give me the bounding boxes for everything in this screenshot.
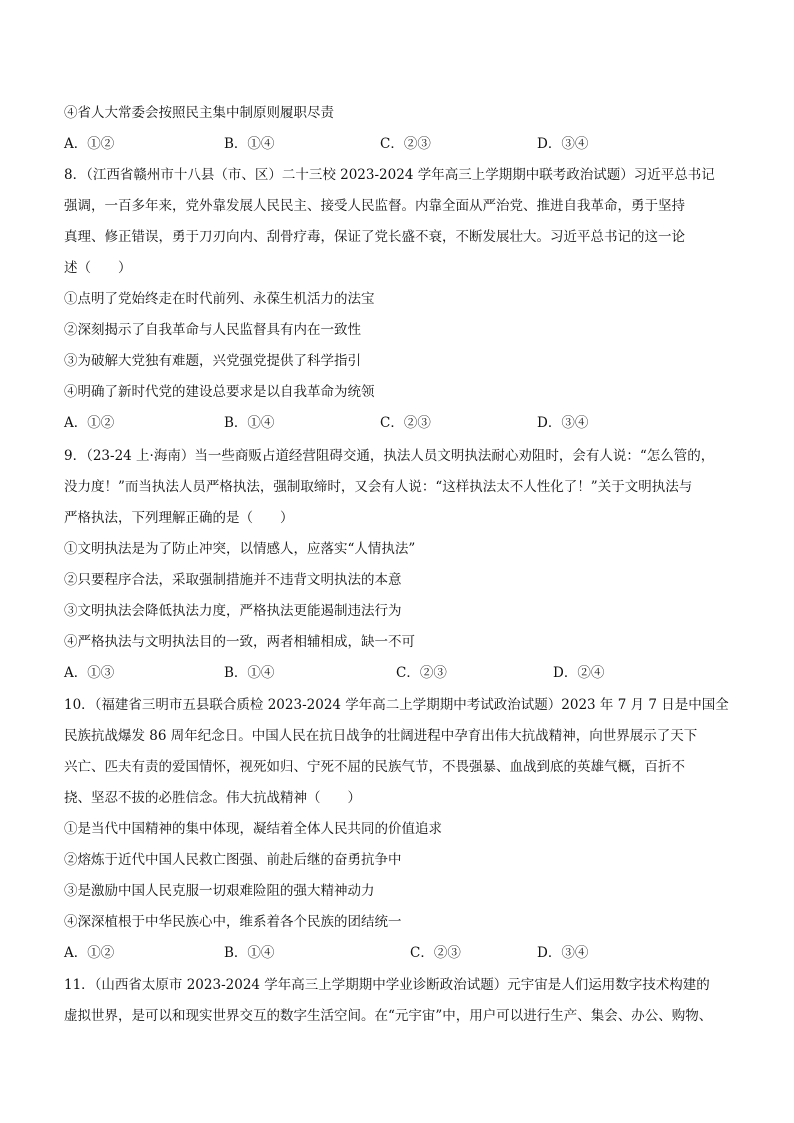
q9-stem-line-1: 9．（23-24 上·海南）当一些商贩占道经营阻碍交通，执法人员文明执法耐心劝阻时，会有人说：“怎么管的， bbox=[64, 448, 715, 464]
q7-option-c: C．②③ bbox=[380, 136, 431, 152]
q10-option-c: C．②③ bbox=[410, 945, 461, 961]
q9-option-d: D．②④ bbox=[553, 665, 605, 681]
q9-option-a: A．①③ bbox=[64, 665, 115, 681]
q9-statement-2: ②只要程序合法，采取强制措施并不违背文明执法的本意 bbox=[64, 572, 402, 588]
q11-stem-line-2: 虚拟世界，是可以和现实世界交互的数字生活空间。在“元宇宙”中，用户可以进行生产、集会、办公、购物、 bbox=[64, 1008, 713, 1024]
q10-stem-line-4: 挠、坚忍不拔的必胜信念。伟大抗战精神（ ） bbox=[64, 790, 361, 806]
q9-stem-line-2: 没力度！”而当执法人员严格执法，强制取缔时，又会有人说：“这样执法太不人性化了！”关于文明执法与 bbox=[64, 479, 693, 495]
q10-options bbox=[64, 943, 734, 963]
q8-option-a: A．①② bbox=[64, 415, 115, 431]
q8-statement-2: ②深刻揭示了自我革命与人民监督具有内在一致性 bbox=[64, 322, 361, 338]
q10-stem-line-1: 10．（福建省三明市五县联合质检 2023-2024 学年高二上学期期中考试政治试题）2023 年 7 月 7 日是中国全 bbox=[64, 697, 729, 713]
q7-option-d: D．③④ bbox=[537, 136, 589, 152]
q10-stem-line-2: 民族抗战爆发 86 周年纪念日。中国人民在抗日战争的壮阔进程中孕育出伟大抗战精神，向世界展示了天下 bbox=[64, 728, 698, 744]
q7-option-a: A．①② bbox=[64, 136, 115, 152]
q8-statement-1: ①点明了党始终走在时代前列、永葆生机活力的法宝 bbox=[64, 291, 375, 307]
q9-statement-4: ④严格执法与文明执法目的一致，两者相辅相成，缺一不可 bbox=[64, 634, 415, 650]
q9-statement-1: ①文明执法是为了防止冲突，以情感人，应落实“人情执法” bbox=[64, 541, 416, 557]
q9-option-b: B．①④ bbox=[224, 665, 275, 681]
q8-option-d: D．③④ bbox=[537, 415, 589, 431]
q11-stem-line-1: 11．（山西省太原市 2023-2024 学年高三上学期期中学业诊断政治试题）元宇宙是人们运用数字技术构建的 bbox=[64, 977, 710, 993]
q10-statement-1: ①是当代中国精神的集中体现，凝结着全体人民共同的价值追求 bbox=[64, 821, 442, 837]
q9-option-c: C．②③ bbox=[396, 665, 447, 681]
q7-options bbox=[64, 134, 734, 154]
q9-stem-line-3: 严格执法，下列理解正确的是（ ） bbox=[64, 510, 294, 526]
q8-option-b: B．①④ bbox=[224, 415, 275, 431]
q10-statement-4: ④深深植根于中华民族心中，维系着各个民族的团结统一 bbox=[64, 914, 402, 930]
q10-option-b: B．①④ bbox=[224, 945, 275, 961]
q8-option-c: C．②③ bbox=[380, 415, 431, 431]
q8-options bbox=[64, 413, 734, 433]
q8-stem-line-2: 强调，一百多年来，党外靠发展人民民主、接受人民监督。内靠全面从严治党、推进自我革命，勇于坚持 bbox=[64, 198, 685, 214]
q9-statement-3: ③文明执法会降低执法力度，严格执法更能遏制违法行为 bbox=[64, 603, 402, 619]
q8-stem-line-3: 真理、修正错误，勇于刀刃向内、刮骨疗毒，保证了党长盛不衰，不断发展壮大。习近平总书记的这一论 bbox=[64, 229, 685, 245]
q8-statement-3: ③为破解大党独有难题，兴党强党提供了科学指引 bbox=[64, 353, 361, 369]
q10-statement-2: ②熔炼于近代中国人民救亡图强、前赴后继的奋勇抗争中 bbox=[64, 852, 402, 868]
q10-option-a: A．①② bbox=[64, 945, 115, 961]
q10-option-d: D．③④ bbox=[537, 945, 589, 961]
q8-stem-line-1: 8．（江西省赣州市十八县（市、区）二十三校 2023-2024 学年高三上学期期中联考政治试题）习近平总书记 bbox=[64, 167, 715, 183]
q10-stem-line-3: 兴亡、匹夫有责的爱国情怀，视死如归、宁死不屈的民族气节，不畏强暴、血战到底的英雄气概，百折不 bbox=[64, 759, 685, 775]
q8-statement-4: ④明确了新时代党的建设总要求是以自我革命为统领 bbox=[64, 384, 375, 400]
q9-options bbox=[64, 663, 734, 683]
q8-stem-line-4: 述（ ） bbox=[64, 260, 132, 276]
q10-statement-3: ③是激励中国人民克服一切艰难险阻的强大精神动力 bbox=[64, 883, 375, 899]
q7-option-b: B．①④ bbox=[224, 136, 275, 152]
q7-statement-4: ④省人大常委会按照民主集中制原则履职尽责 bbox=[64, 105, 334, 121]
